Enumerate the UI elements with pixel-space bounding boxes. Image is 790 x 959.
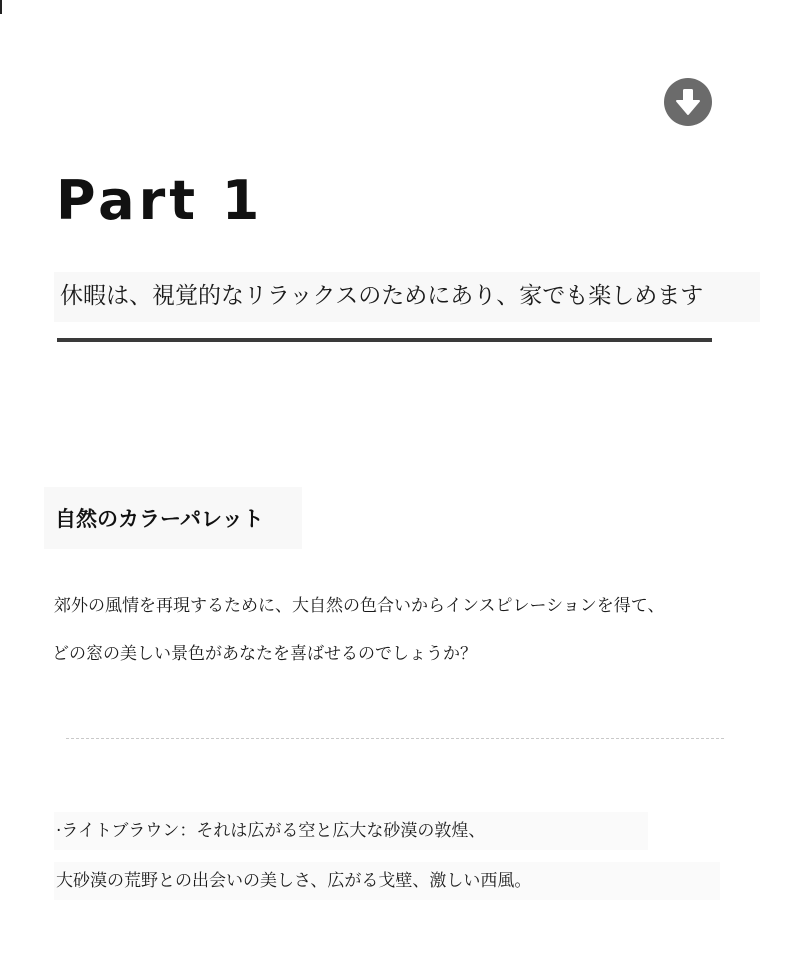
paragraph-line: 郊外の風情を再現するために、大自然の色合いからインスピレーションを得て、: [54, 596, 665, 616]
arrow-down-icon: [675, 87, 701, 117]
list-item: ·ライトブラウン：それは広がる空と広大な砂漠の敦煌、: [56, 821, 486, 841]
download-button[interactable]: [664, 78, 712, 126]
dashed-divider: [66, 738, 724, 739]
title-underline: [57, 338, 712, 342]
subtitle: 休暇は、視覚的なリラックスのためにあり、家でも楽しめます: [60, 283, 704, 309]
section-heading: 自然のカラーパレット: [55, 507, 264, 531]
part-title: Part 1: [56, 169, 264, 232]
paragraph-line: どの窓の美しい景色があなたを喜ばせるのでしょうか？: [52, 644, 477, 664]
corner-mark: [0, 0, 2, 14]
list-item: 大砂漠の荒野との出会いの美しさ、広がる戈壁、激しい西風。: [56, 871, 532, 891]
